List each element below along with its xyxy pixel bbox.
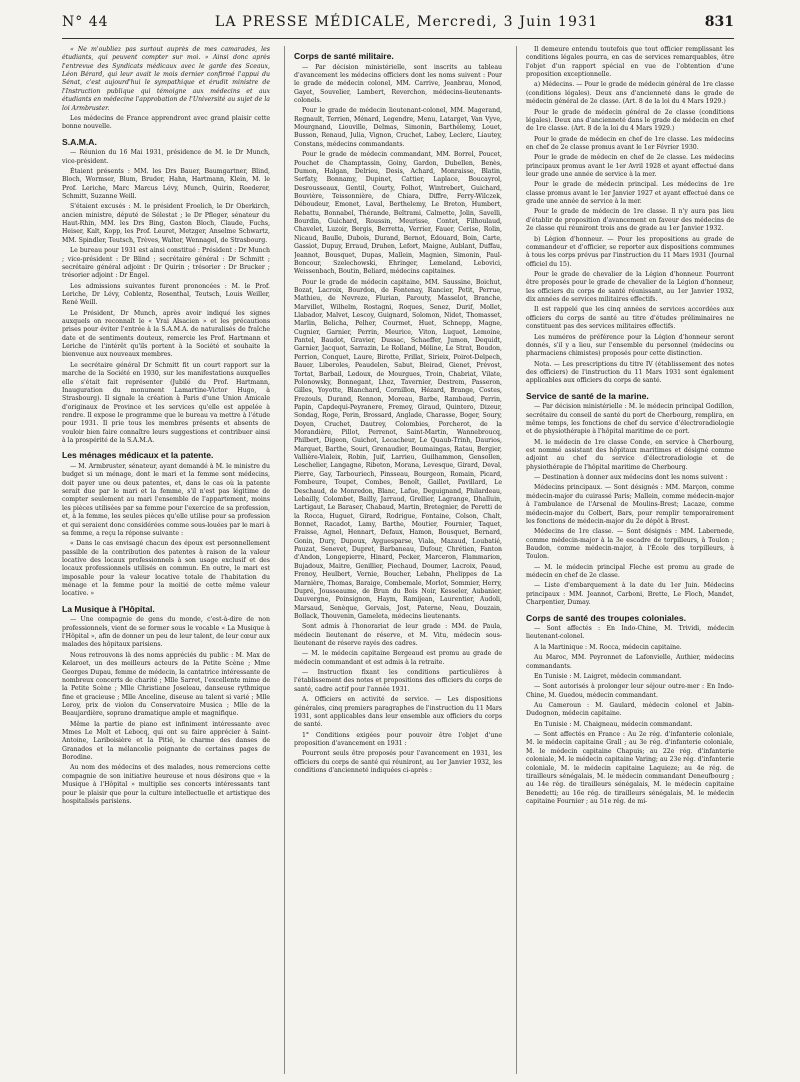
paragraph: Même la partie de piano est infiniment intéressante avec Mmes Le Molt et Lebocq, qui ont su faire apprécier à Saint-Antoine, Lariboisière et la Pitié, le charme des danses de Granados et la mélancolie poignante de certaines pages de Borodine. — [62, 720, 270, 762]
paragraph: — Réunion du 16 Mai 1931, présidence de M. le Dr Munch, vice-président. — [62, 149, 270, 165]
paragraph: — Par décision ministérielle : M. le médecin principal Godillon, secrétaire du conseil de santé du port de Cherbourg, remplira, en même temps, les fonctions de chef du service d'électroradiologie et de physiothérapie à l'hôpital maritime de ce port. — [526, 403, 734, 436]
paragraph: — Une compagnie de gens du monde, c'est-à-dire de non professionnels, vient de se former sous le vocable « La Musique à l'Hôpital », afin de donner un peu de leur talent, de leur cœur aux malades des hôpitaux parisiens. — [62, 616, 270, 649]
paragraph: S'étaient excusés : M. le président Froelich, le Dr Oberkirch, ancien ministre, député de Sélestat ; le Dr Pfleger, sénateur du Haut-Rhin, MM. les Drs Bing, Gaston Bloch, Claude, Fuchs, Heiser, Kalt, Kopp, les Prof. Leuret, Metzger, Anselme Schwartz, MM. Spindler, Teutsch, Trèves, Walter, Wennagel, de Strasbourg. — [62, 203, 270, 244]
paragraph: Médecins de 1re classe. — Sont désignés : MM. Labernede, comme médecin-major à la 3e escadre de torpilleurs, à Toulon ; Baudon, comme médecin-major, à l'École des torpilleurs, à Toulon. — [526, 528, 734, 561]
paragraph: Pour le grade de médecin capitaine, MM. Saussine, Boichut, Bozat, Lacroix, Bourdon, de Fontenay, Rancier, Petit, Perrue, Mathieu, de Nevreze, Flurian, Parouty, Masselot, Branche, Marvillet, Wilhelm, Rostagni, Roques, Senez, Durif, Mollet, Llabador, Malvet, Lescoy, Guignard, Solomon, Nidet, Thomasset, Marlin, Belicha, Pelher, Courmet, Huet, Schnepp, Magne, Cugnier, Garnier, Perrin, Meurice, Viton, Luquet, Lemoine, Pantel, Baudot, Gravier, Dussac, Schaeffer, Jumon, Dequidt, Garnier, Jacquot, Sarrazin, Le Rolland, Méline, Le Strat, Boudon, Perrion, Conquet, Laure, Birotte, Frillat, Sirieix, Poirot-Delpech, Bauer, Liberoles, Peaudelen, Sabut, Bleirad, Gienet, Prévost, Tortat, Barbail, Ledoux, de Mourgues, Troin, Chabriat, Vilate, Polonowsky, Bonnegant, Lhez, Tavernier, Destrem, Passeron, Gilles, Yoyotte, Blanchard, Cornillon, Hézard, Brange, Costes, Frezouls, Durand, Rennon, Moreau, Barbe, Rambaud, Perrin, Papin, Capdequi-Peyranere, Fremey, Giraud, Quintero, Dizeur, Sondag, Roge, Perin, Brossard, Anglade, Charasse, Boger, Soury, Doyen, Cruchet, Dautrey, Colombies, Porcherot, de la Morandière, Pillot, Perrenot, Saint-Martin, Wannebroucq, Philbert, Digeon, Guichot, Lecacheur, Le Quaub-Trinh, Daurios, Marquet, Barthe, Souri, Grenaudier, Boumaingas, Ratau, Bergier, Vallière-Vialeix, Robin, Juif, Larrieu, Guilhammon, Gensollen, Leschelier, Langagne, Ribeton, Morana, Levesque, Girard, Deval, Pierre, Gay, Tarbouriech, Pinsseau, Bourgeon, Romain, Picard, Fombeure, Toupet, Combes, Benoît, Gaillet, Pavillard, Le Deschaud, de Monredon, Blanc, Lafue, Deguignand, Philardeau, Lebailly, Colombet, Bailly, Jarraud, Grellier, Lagrange, Dhalluin, Lartigaut, Le Baraser, Chabaud, Martin, Bretegnier, de Peretti de la Rocca, Huguet, Girard, Rodrigue, Fontaine, Colson, Chalt, Bonnet, Racadot, Lamy, Barthe, Moutier, Fournier, Taquet, Fraisse, Agnel, Hennart, Defaux, Hamon, Bousquet, Bernard, Gonin, Dury, Dupoux, Ayguesparse, Viala, Mazaud, Loubatié, Pauzat, Senevet, Dupret, Barbaneau, Dufour, Chrétien, Fanton d'Andon, Longepierre, Hinard, Pecker, Marceron, Flammarion, Bujadoux, Maitre, Genillier, Piechaud, Doumer, Lacroix, Peaud, Frenoy, Heulbert, Vernie, Boucher, Lebahn, Phelippes de La Marnière, Thomas, Baraige, Combemale, Morlot, Sommier, Herry, Dupré, Jousseaume, de Brun du Bois Noir, Kesseler, Aubanier, Dauvergne, Poinsignon, Haym, Ramijean, Laurentier, Audoli, Marsaud, Senèque, Gervais, Jost, Paterne, Neau, Douzain, Bollack, Thouvenin, Gameleta, médecins lieutenants. — [294, 278, 502, 620]
section-heading: Corps de santé militaire. — [294, 51, 394, 61]
paragraph: — Sont affectés en France : Au 2e rég. d'infanterie coloniale, M. le médecin capitaine Grall ; au 3e rég. d'infanterie coloniale, M. le médecin capitaine Chapuis; au 22e rég. d'infanterie coloniale, M. le médecin capitaine Varing; au 23e rég. d'infanterie coloniale, M. le médecin capitaine Laquieze; au 4e rég. de tirailleurs sénégalais, M. le médecin commandant Deneufbourg ; au 14e rég. de tirailleurs sénégalais, M. le médecin capitaine Benedetti; au 16e rég. de tirailleurs sénégalais, M. le médecin capitaine Fournier ; au 51e rég. de mi- — [526, 731, 734, 805]
column-divider — [284, 46, 285, 1074]
paragraph: Sont admis à l'honorariat de leur grade : MM. de Paula, médecin lieutenant de réserve, et M. Vitu, médecin sous-lieutenant de réserve rayés des cadres. — [294, 623, 502, 648]
column-1 — [62, 46, 270, 1076]
paragraph: — Par décision ministérielle, sont inscrits au tableau d'avancement les médecins officiers dont les noms suivent : Pour le grade de médecin colonel, MM. Carrive, Jeanbrau, Monod, Gayet, Souvelier, Lambert, Reverchon, médecins-lieutenants-colonels. — [294, 63, 502, 105]
paragraph: Les numéros de préférence pour la Légion d'honneur seront donnés, s'il y a lieu, sur l'ensemble du personnel (médecins ou pharmaciens chimistes) proposés pour cette distinction. — [526, 333, 734, 358]
paragraph: 1° Conditions exigées pour pouvoir être l'objet d'une proposition d'avancement en 1931 : — [294, 731, 502, 747]
issue-number: N° 44 — [62, 14, 109, 30]
paragraph: Le bureau pour 1931 est ainsi constitué : Président : Dr Munch ; vice-président : Dr Blind ; secrétaire général : Dr Schmitt ; secrétaire général adjoint : Dr Quirin ; trésorier : Dr Brucker ; trésorier adjoint : Dr Engel. — [62, 247, 270, 280]
paragraph: Au Maroc, MM. Peyronnet de Lafonvielle, Authier, médecins commandants. — [526, 654, 734, 670]
paragraph: Pourront seuls être proposés pour l'avancement en 1931, les officiers du corps de santé qui réuniront, au 1er Janvier 1932, les conditions d'ancienneté indiquées ci-après : — [294, 750, 502, 775]
section-heading: S.A.M.A. — [62, 136, 97, 147]
paragraph: M. le médecin de 1re classe Conde, en service à Cherbourg, est nommé assistant des hôpitaux maritimes et désigné comme adjoint au chef du service d'électroradiologie et de physiothérapie de l'hôpital maritime de Cherbourg. — [526, 438, 734, 471]
paragraph: Au nom des médecins et des malades, nous remercions cette compagnie de son initiative heureuse et nous désirons que « la Musique à l'Hôpital » multiplie ses concerts intéressants tant pour le plaisir que pour la culture intellectuelle et artistique des hospitalisés parisiens. — [62, 764, 270, 805]
paragraph: Les médecins de France apprendront avec grand plaisir cette bonne nouvelle. — [62, 114, 270, 131]
section-heading: Service de santé de la marine. — [526, 390, 649, 401]
paragraph: A. Officiers en activité de service. — Les dispositions générales, cinq premiers paragraphes de l'instruction du 11 Mars 1931, sont applicables dans leur ensemble aux officiers du corps de santé. — [294, 696, 502, 729]
paragraph: a) Médecins. — Pour le grade de médecin général de 1re classe (conditions légales). Deux ans d'ancienneté dans le grade de médecin général de 2e classe. (Art. 8 de la loi du 4 Mars 1929.) — [526, 81, 734, 106]
paragraph: « Ne m'oubliez pas surtout auprès de mes camarades, les étudiants, qui peuvent compter sur moi. » Ainsi donc après l'entrevue des Syndicats médicaux avec le garde des Sceaux, Léon Bérard, qui leur avait le mois dernier confirmé l'appui du Sénat, c'est aujourd'hui le sympathique et érudit ministre de l'Instruction publique qui témoigne aux médecins et aux étudiants en médecine l'approbation de l'Université au sujet de la loi Armbruster. — [62, 46, 270, 112]
paragraph: Le secrétaire général Dr Schmitt fit un court rapport sur la marche de la Société en 1930, sur les manifestations auxquelles elle s'était fait représenter (Jubilé du Prof. Hartmann, Inauguration du monument Lamartine-Victor Hugo, à Strasbourg). Il signale la création à Paris d'une Union Amicale d'originaux de Province et les services qu'elle est appelée à rendre. Il expose le programme que le bureau va mettre à l'étude pour 1931. Il prie tous les membres présents et absents de vouloir bien faire connaître leurs suggestions et contribuer ainsi à la prospérité de la S.A.M.A. — [62, 361, 270, 445]
paragraph: Il est rappelé que les cinq années de services accordées aux officiers du corps de santé au titre d'études préliminaires ne constituent pas des services militaires effectifs. — [526, 306, 734, 331]
column-2 — [294, 46, 502, 1076]
paragraph: — Sont affectés : En Indo-Chine, M. Trividi, médecin lieutenant-colonel. — [526, 625, 734, 641]
paragraph: — M. le médecin principal Fleche est promu au grade de médecin en chef de 2e classe. — [526, 563, 734, 580]
page-header — [62, 14, 734, 39]
paragraph: En Tunisie : M. Chaigneau, médecin commandant. — [534, 720, 693, 728]
masthead-title: LA PRESSE MÉDICALE, Mercredi, 3 Juin 1931 — [214, 14, 599, 30]
section-heading: La Musique à l'Hôpital. — [62, 603, 155, 614]
paragraph: En Tunisie : M. Laigret, médecin commandant. — [534, 672, 682, 680]
paragraph: Pour le grade de médecin commandant, MM. Borrel, Poucet, Pouchet de Champtassin, Goiny, Gardon, Dubellen, Benès, Dumon, Halgan, Delrieu, Desis, Achard, Monraisse, Blatin, Serfaty, Bonnamy, Dupinet, Cattier, Laplace, Boucayrol, Desrousseaux, Gentil, Courty, Folhot, Wintrebert, Guichard, Bouvière, Teissonnière, de Chiara, Diffre, Ferry-Wilczek, Déboudeur, Emonet, Laval, Berthelemy, Le Breton, Humbert, Rebattu, Bonnabel, Thérande, Beltrami, Calmette, Jolin, Savelli, Bourdin, Guichard, Roussin, Meurisse, Contet, Filhoulaud, Chavelet, Luzoir, Bergis, Berretta, Verrier, Fauer, Cerise, Rolin, Nicaud, Baulle, Dubois, Durand, Bernot, Édouard, Boin, Carte, Gassiot, Dupuy, Erraud, Druhen, Lefort, Maigne, Aublant, Duffau, Jeannot, Bousquet, Dupas, Mallein, Magnien, Simonin, Paul-Boncour, Szelechowski, Ehringer, Lemeland, Lebovici, Weissenbach, Boutin, Beliard, médecins capitaines. — [294, 151, 502, 276]
paragraph: Pour le grade de chevalier de la Légion d'honneur. Pourront être proposés pour le grade de chevalier de la Légion d'honneur, les officiers du corps de santé réunissant, au 1er Janvier 1932, dix années de services militaires effectifs. — [526, 270, 734, 304]
paragraph: Médecins principaux. — Sont désignés : MM. Marçon, comme médecin-major du cuirassé Paris; Mallein, comme médecin-major à l'ambulance de l'Arsenal de Moulins-Brest; Lacaze, comme médecin-major du Colbert, Bars, pour remplir temporairement les fonctions de médecin-major du 2e dépôt à Brest. — [526, 484, 734, 525]
paragraph: — Instruction fixant les conditions particulières à l'établissement des notes et propositions des officiers du corps de santé, cadre actif pour l'année 1931. — [294, 669, 502, 693]
paragraph: Nous retrouvons là des noms appréciés du public : M. Max de Kelaroet, un des meilleurs acteurs de la Petite Scène ; Mme Georges Dupau, femme de médecin, la cantatrice intéressante de nombreux concerts de charité ; Mlle Sarret, l'excellente mime de la Petite Scène ; Mlle Christiane Joseleau, danseuse rythmique fine et gracieuse ; Mlle Anceline, diseuse au talent si varié ; Mlle Leroy, prix de violon du Conservatoire Musica ; Mlle de la Beaujardière, soprano dramatique ample et magnifique. — [62, 651, 270, 718]
paragraph: — M. le médecin capitaine Bergeaud est promu au grade de médecin commandant et est admis à la retraite. — [294, 650, 502, 666]
paragraph: — Sont autorisés à prolonger leur séjour outre-mer : En Indo-Chine, M. Guedou, médecin commandant. — [526, 683, 734, 699]
section-heading: Corps de santé des troupes coloniales. — [526, 612, 686, 623]
paragraph: « Dans le cas envisagé chacun des époux est personnellement passible de la contribution des patentes à raison de la valeur locative des locaux professionnels à son usage exclusif et des locaux professionnels utilisés en commun. En outre, le mari est imposable pour la valeur locative totale de l'habitation du ménage et la femme pour la moitié de cette même valeur locative. » — [62, 540, 270, 598]
column-3 — [526, 46, 734, 1076]
paragraph: Pour le grade de médecin général de 2e classe (conditions légales). Deux ans d'ancienneté dans le grade de médecin en chef de 1re classe. (Art. 8 de la loi du 4 Mars 1929.) — [526, 108, 734, 133]
paragraph: Les admissions suivantes furent prononcées : M. le Prof. Leriche, Dr Lévy, Coblentz, Rosenthal, Teutsch, Louis Weiller, René Weill. — [62, 282, 270, 307]
section-heading: Les ménages médicaux et la patente. — [62, 450, 214, 461]
paragraph: Le Président, Dr Munch, après avoir indiqué les signes auxquels on reconnaît le « Vrai Alsacien » et les précautions prises pour éviter l'entrée à la S.A.M.A. de naturalisés de fraîche date et de sentiments douteux, remercie les Prof. Hartmann et Leriche de l'intérêt qu'ils portent à la Société et souhaite la bienvenue aux nouveaux membres. — [62, 309, 270, 359]
paragraph: A la Martinique : M. Rocca, médecin capitaine. — [534, 643, 682, 651]
paragraph: Pour le grade de médecin lieutenant-colonel, MM. Magerand, Regnault, Terrien, Ménard, Legendre, Menu, Latarget, Van Vyve, Mourgnand, Liouville, Delmas, Simonin, Barthélemy, Louet, Busson, Renaud, Julia, Vignon, Cruchet, Labey, Leclerc, Liautey, Constans, médecins commandants. — [294, 107, 502, 148]
paragraph: Étaient présents : MM. les Drs Bauer, Baumgartner, Blind, Bloch, Wormser, Blum, Bruder, Hahn, Hartmann, Klein, M. le Prof. Leriche, Marc Marcus Lévy, Munch, Quirin, Roederer, Schmitt, Suzanne Weill. — [62, 167, 270, 200]
paragraph: — Destination à donner aux médecins dont les noms suivent : — [534, 474, 728, 482]
paragraph: — M. Armbruster, sénateur, ayant demandé à M. le ministre du budget si un ménage, dont le mari et la femme sont médecins, doit payer une ou deux patentes, et, dans le cas où la patente serait due par le mari et la femme, s'il n'est pas légitime de compter seulement au mari l'ensemble de l'appartement, moins les pièces utilisées par sa femme pour l'exercice de sa profession, et, à la femme, les seules pièces qu'elle utilise pour sa profession et qui seraient donc considérées comme sous-louées par le mari à sa femme, a reçu la réponse suivante : — [62, 463, 270, 537]
paragraph: Pour le grade de médecin en chef de 1re classe. Les médecins en chef de 2e classe promus avant le 1er Février 1930. — [526, 135, 734, 151]
page-number: 831 — [704, 14, 734, 30]
paragraph: b) Légion d'honneur. — Pour les propositions au grade de commandeur et d'officier, se reporter aux dispositions communes à tous les corps prévus par l'instruction du 11 Mars 1931 (Journal officiel du 15). — [526, 235, 734, 268]
paragraph: — Liste d'embarquement à la date du 1er Juin. Médecins principaux : MM. Jeannot, Carboni, Brette, Le Floch, Mandet, Charpentier, Dumay. — [526, 582, 734, 607]
paragraph: Pour le grade de médecin principal. Les médecins de 1re classe promus avant le 1er Janvier 1927 et ayant effectué dans ce grade une année de service à la mer. — [526, 181, 734, 206]
paragraph: Pour le grade de médecin de 1re classe. Il n'y aura pas lieu d'établir de proposition d'avancement en faveur des médecins de 2e classe qui réuniront trois ans de grade au 1er Janvier 1932. — [526, 208, 734, 233]
paragraph: Nota. — Les prescriptions du titre IV (établissement des notes des officiers) de l'instruction du 11 Mars 1931 sont également applicables aux officiers du corps de santé. — [526, 360, 734, 385]
column-divider — [516, 46, 517, 1074]
paragraph: Au Cameroun : M. Gaulard, médecin colonel et Jabin-Dudognon, médecin capitaine. — [526, 701, 734, 718]
paragraph: Pour le grade de médecin en chef de 2e classe. Les médecins principaux promus avant le 1er Avril 1928 et ayant effectué dans leur grade une année de service à la mer. — [526, 154, 734, 179]
paragraph: Il demeure entendu toutefois que tout officier remplissant les conditions légales pourra, en cas de services remarquables, être l'objet d'un rapport spécial en vue de l'obtention d'une proposition exceptionnelle. — [526, 46, 734, 79]
